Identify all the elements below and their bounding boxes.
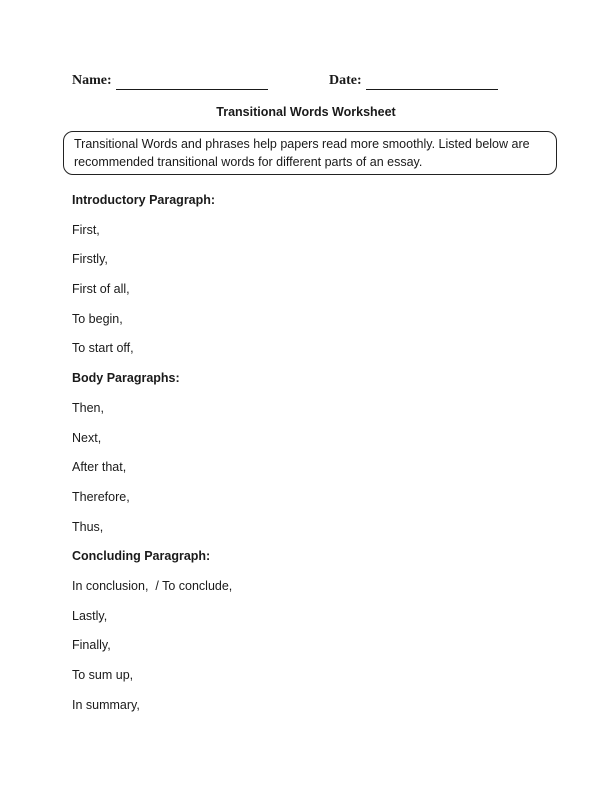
list-item: First of all, [72,282,130,297]
list-item: First, [72,222,100,237]
list-item: Then, [72,400,104,415]
list-item: Firstly, [72,252,108,267]
list-item: Lastly, [72,608,108,623]
worksheet-title: Transitional Words Worksheet [216,105,396,119]
list-item: Next, [72,430,102,445]
intro-text-box: Transitional Words and phrases help papers read more smoothly. Listed below are recommended transitional words for different parts of an essay. [63,131,557,175]
section-heading-introductory: Introductory Paragraph: [72,193,216,207]
section-heading-body: Body Paragraphs: [72,371,180,386]
section-heading-concluding: Concluding Paragraph: [72,549,211,564]
list-item: After that, [72,460,127,475]
date-label: Date: [329,73,362,88]
list-item: Therefore, [72,489,130,504]
list-item: To begin, [72,311,123,326]
name-field [72,72,268,90]
list-item: Finally, [72,638,111,653]
list-item: To sum up, [72,668,134,682]
date-blank-line [366,75,498,90]
list-item: Thus, [72,519,104,534]
date-field [329,72,498,90]
word-list [72,190,552,724]
name-blank-line [116,75,268,90]
name-label: Name: [72,73,112,88]
list-item: In conclusion, / To conclude, [72,578,233,593]
list-item: In summary, [72,697,140,712]
list-item: To start off, [72,341,134,356]
